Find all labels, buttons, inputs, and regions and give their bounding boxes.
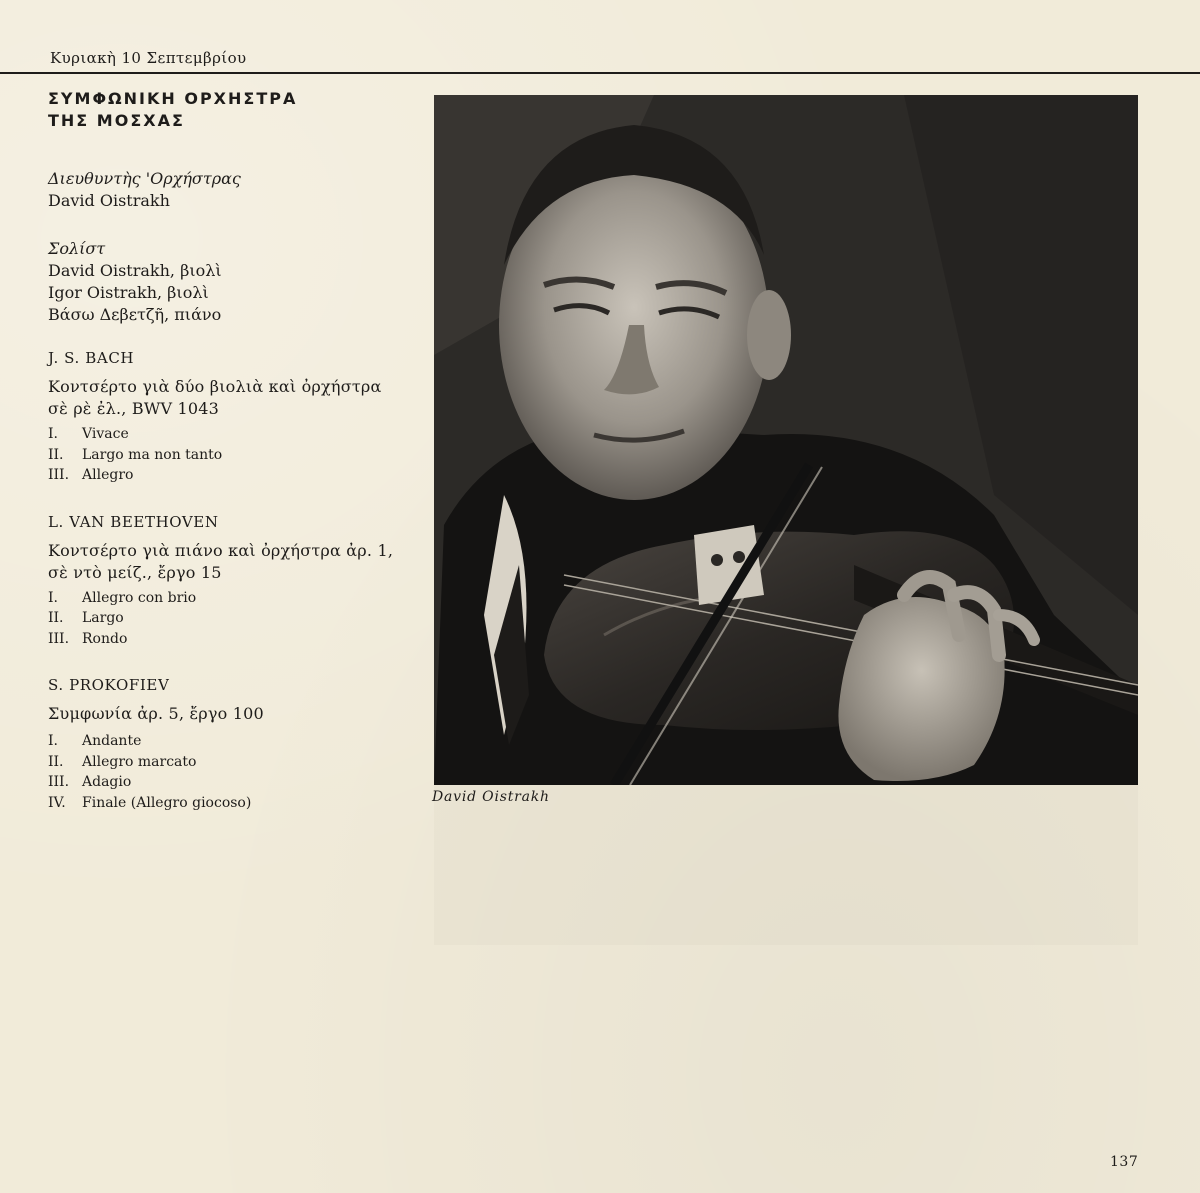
work-title-line: σὲ ρὲ ἐλ., BWV 1043 <box>48 399 220 418</box>
bridge-hole <box>733 551 745 563</box>
header-rule <box>0 72 1200 74</box>
photo-caption: David Oistrakh <box>432 789 550 805</box>
violinist-photo <box>434 95 1138 785</box>
work-title-line: σὲ ντὸ μείζ., ἔργο 15 <box>48 562 222 582</box>
movement-number: I. <box>48 426 58 442</box>
soloist-1: David Oistrakh, βιολὶ <box>48 261 222 280</box>
soloist-2: Igor Oistrakh, βιολὶ <box>48 283 209 302</box>
movement-number: II. <box>48 446 64 463</box>
movement-item <box>48 793 418 814</box>
movement-name: Allegro <box>82 467 134 483</box>
movement-number: II. <box>48 610 64 626</box>
orchestra-title-line-2: ΤΗΣ ΜΟΣΧΑΣ <box>48 111 185 130</box>
work-title-line: Κοντσέρτο γιὰ πιάνο καὶ ὀρχήστρα ἀρ. 1, <box>48 540 394 560</box>
movement-item <box>48 445 418 466</box>
movement-item <box>48 731 418 752</box>
work-title-line: Κοντσέρτο γιὰ δύο βιολιὰ καὶ ὀρχήστρα <box>48 377 382 396</box>
movement-number: IV. <box>48 794 66 811</box>
movement-item <box>48 424 418 445</box>
work-title-line: Συμφωνία ἀρ. 5, ἔργο 100 <box>48 704 264 723</box>
movement-name: Largo ma non tanto <box>82 446 223 463</box>
movement-number: II. <box>48 753 64 770</box>
movement-name: Allegro con brio <box>82 589 197 606</box>
movement-number: III. <box>48 774 70 790</box>
movement-number: I. <box>48 589 58 606</box>
movement-item <box>48 772 418 793</box>
bridge-hole <box>711 554 723 566</box>
conductor-label: Διευθυντὴς 'Ορχήστρας <box>48 169 241 188</box>
header-date: Κυριακὴ 10 Σεπτεμβρίου <box>50 49 247 67</box>
movement-item <box>48 629 418 650</box>
movement-name: Vivace <box>82 426 129 442</box>
movement-list <box>48 731 418 813</box>
movement-name: Rondo <box>82 630 128 647</box>
movement-name: Allegro marcato <box>82 753 197 770</box>
movement-name: Largo <box>82 610 124 626</box>
conductor-name: David Oistrakh <box>48 191 170 210</box>
soloist-3: Βάσω Δεβετζῆ, πιάνο <box>48 305 222 324</box>
composer-bach: J. S. BACH <box>48 349 135 367</box>
movement-number: III. <box>48 467 70 483</box>
movement-name: Andante <box>82 733 142 749</box>
page-number: 137 <box>1110 1154 1139 1170</box>
movement-item <box>48 465 418 486</box>
orchestra-title-line-1: ΣΥΜΦΩΝΙΚΗ ΟΡΧΗΣΤΡΑ <box>48 89 298 108</box>
movement-item <box>48 752 418 773</box>
movement-name: Adagio <box>82 774 132 790</box>
movement-list <box>48 424 418 486</box>
soloists-label: Σολίστ <box>48 239 106 258</box>
movement-number: III. <box>48 630 70 647</box>
movement-name: Finale (Allegro giocoso) <box>82 794 252 811</box>
composer-beethoven: L. VAN BEETHOVEN <box>48 512 219 531</box>
movement-list <box>48 588 418 650</box>
composer-prokofiev: S. PROKOFIEV <box>48 676 170 694</box>
movement-item <box>48 588 418 609</box>
movement-number: I. <box>48 733 58 749</box>
program-column <box>48 88 418 813</box>
violinist-illustration <box>434 95 1138 785</box>
ear <box>747 290 791 380</box>
movement-item <box>48 608 418 629</box>
show-through-area <box>434 785 1138 945</box>
left-hand <box>838 597 1004 781</box>
